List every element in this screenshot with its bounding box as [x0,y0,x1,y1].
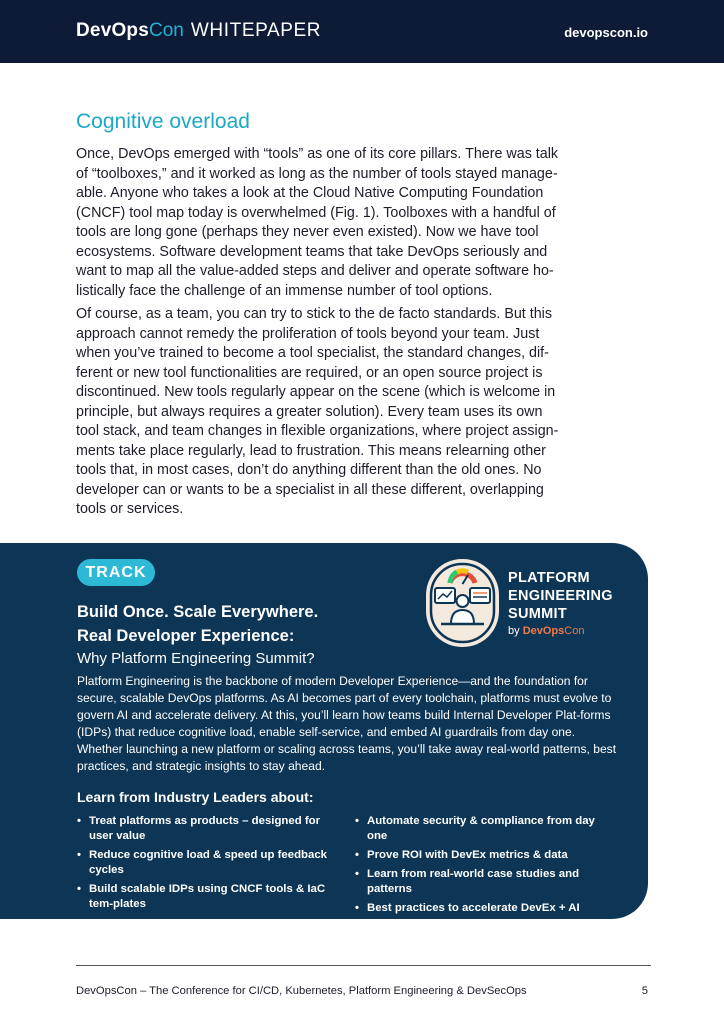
logo-by: by [508,625,520,637]
bullet-list-right [355,814,615,935]
track-subheading: Why Platform Engineering Summit? [77,650,315,667]
footer-text: DevOpsCon – The Conference for CI/CD, Kubernetes, Platform Engineering & DevSecOps [76,985,527,997]
track-description: Platform Engineering is the backbone of modern Developer Experience—and the foundation for secure, scalable DevOps platforms. As AI becomes part of every toolchain, platforms must evolve to govern AI and accelerate delivery. At this, you’ll learn how teams build Internal Developer Plat-forms (IDPs) that reduce cognitive load, enable self-service, and embed AI guardrails from day one. Whether launching a new platform or scaling across teams, you’ll take away real-world patterns, best practices, and strategic insights to stay ahead. [77,674,617,773]
list-item: • Build scalable IDPs using CNCF tools & IaC tem-plates [77,882,342,912]
logo-by-devops: DevOps [522,625,565,637]
paragraph-2: Of course, as a team, you can try to stick to the de facto standards. But this approach cannot remedy the proliferation of tools beyond your team. Just when you’ve trained to become a tool specialist, the standard changes, dif-ferent or new tool functionalities are required, or an open source project is discontinued. New tools regularly appear on the scene (which is welcome in principle, but always requires a greater solution). Every team uses its own tool stack, and team changes in flexible organizations, where project assign-ments take place regularly, lead to frustration. This means relearning other tools that, in most cases, don’t do anything different than the old ones. No developer can or wants to be a specialist in all these different, overlapping tools or services. [76,306,559,517]
footer-divider [76,965,651,966]
list-item: • Reduce cognitive load & speed up feedback cycles [77,848,342,878]
section-title: Cognitive overload [76,110,250,133]
page-header [0,0,724,63]
brand-devops: DevOps [76,20,150,41]
brand-con: Con [149,20,184,41]
list-item: • Treat platforms as products – designed for user value [77,814,342,844]
track-headline-line-1: Build Once. Scale Everywhere. [77,603,319,621]
list-item: • Learn from real-world case studies and patterns [355,867,615,897]
logo-byline [508,625,584,637]
track-headline [77,600,397,648]
page-number: 5 [641,985,648,997]
logo-line-1: PLATFORM [508,570,590,586]
brand-whitepaper: WHITEPAPER [190,20,322,41]
list-item: • Best practices to accelerate DevEx + AI govern-ance [355,901,615,931]
logo-by-con: Con [564,625,585,637]
list-item: • Prove ROI with DevEx metrics & data [355,848,615,863]
list-item: • Automate security & compliance from day one [355,814,615,844]
track-badge: TRACK [77,559,155,586]
site-url: devopscon.io [564,25,648,40]
logo-line-3: SUMMIT [508,606,567,622]
logo-line-2: ENGINEERING [508,588,613,604]
bullet-list-left [77,814,342,916]
platform-engineering-summit-logo-icon [425,558,500,648]
brand-logo [76,20,321,46]
track-headline-line-2: Real Developer Experience: [77,627,295,645]
paragraph-1: Once, DevOps emerged with “tools” as one of its core pillars. There was talk of “toolboxes,” and it worked as long as the number of tools stayed manage-able. Anyone who takes a look at the Cloud Native Computing Foundation (CNCF) tool map today is overwhelmed (Fig. 1). Toolboxes with a handful of tools are long gone (perhaps they never even existed). Now we have tool ecosystems. Software development teams that take DevOps seriously and want to map all the value-added steps and deliver and operate software ho-listically face the challenge of an immense number of tool options. [76,146,559,299]
logo-wordmark [508,569,613,623]
learn-heading: Learn from Industry Leaders about: [77,789,314,805]
